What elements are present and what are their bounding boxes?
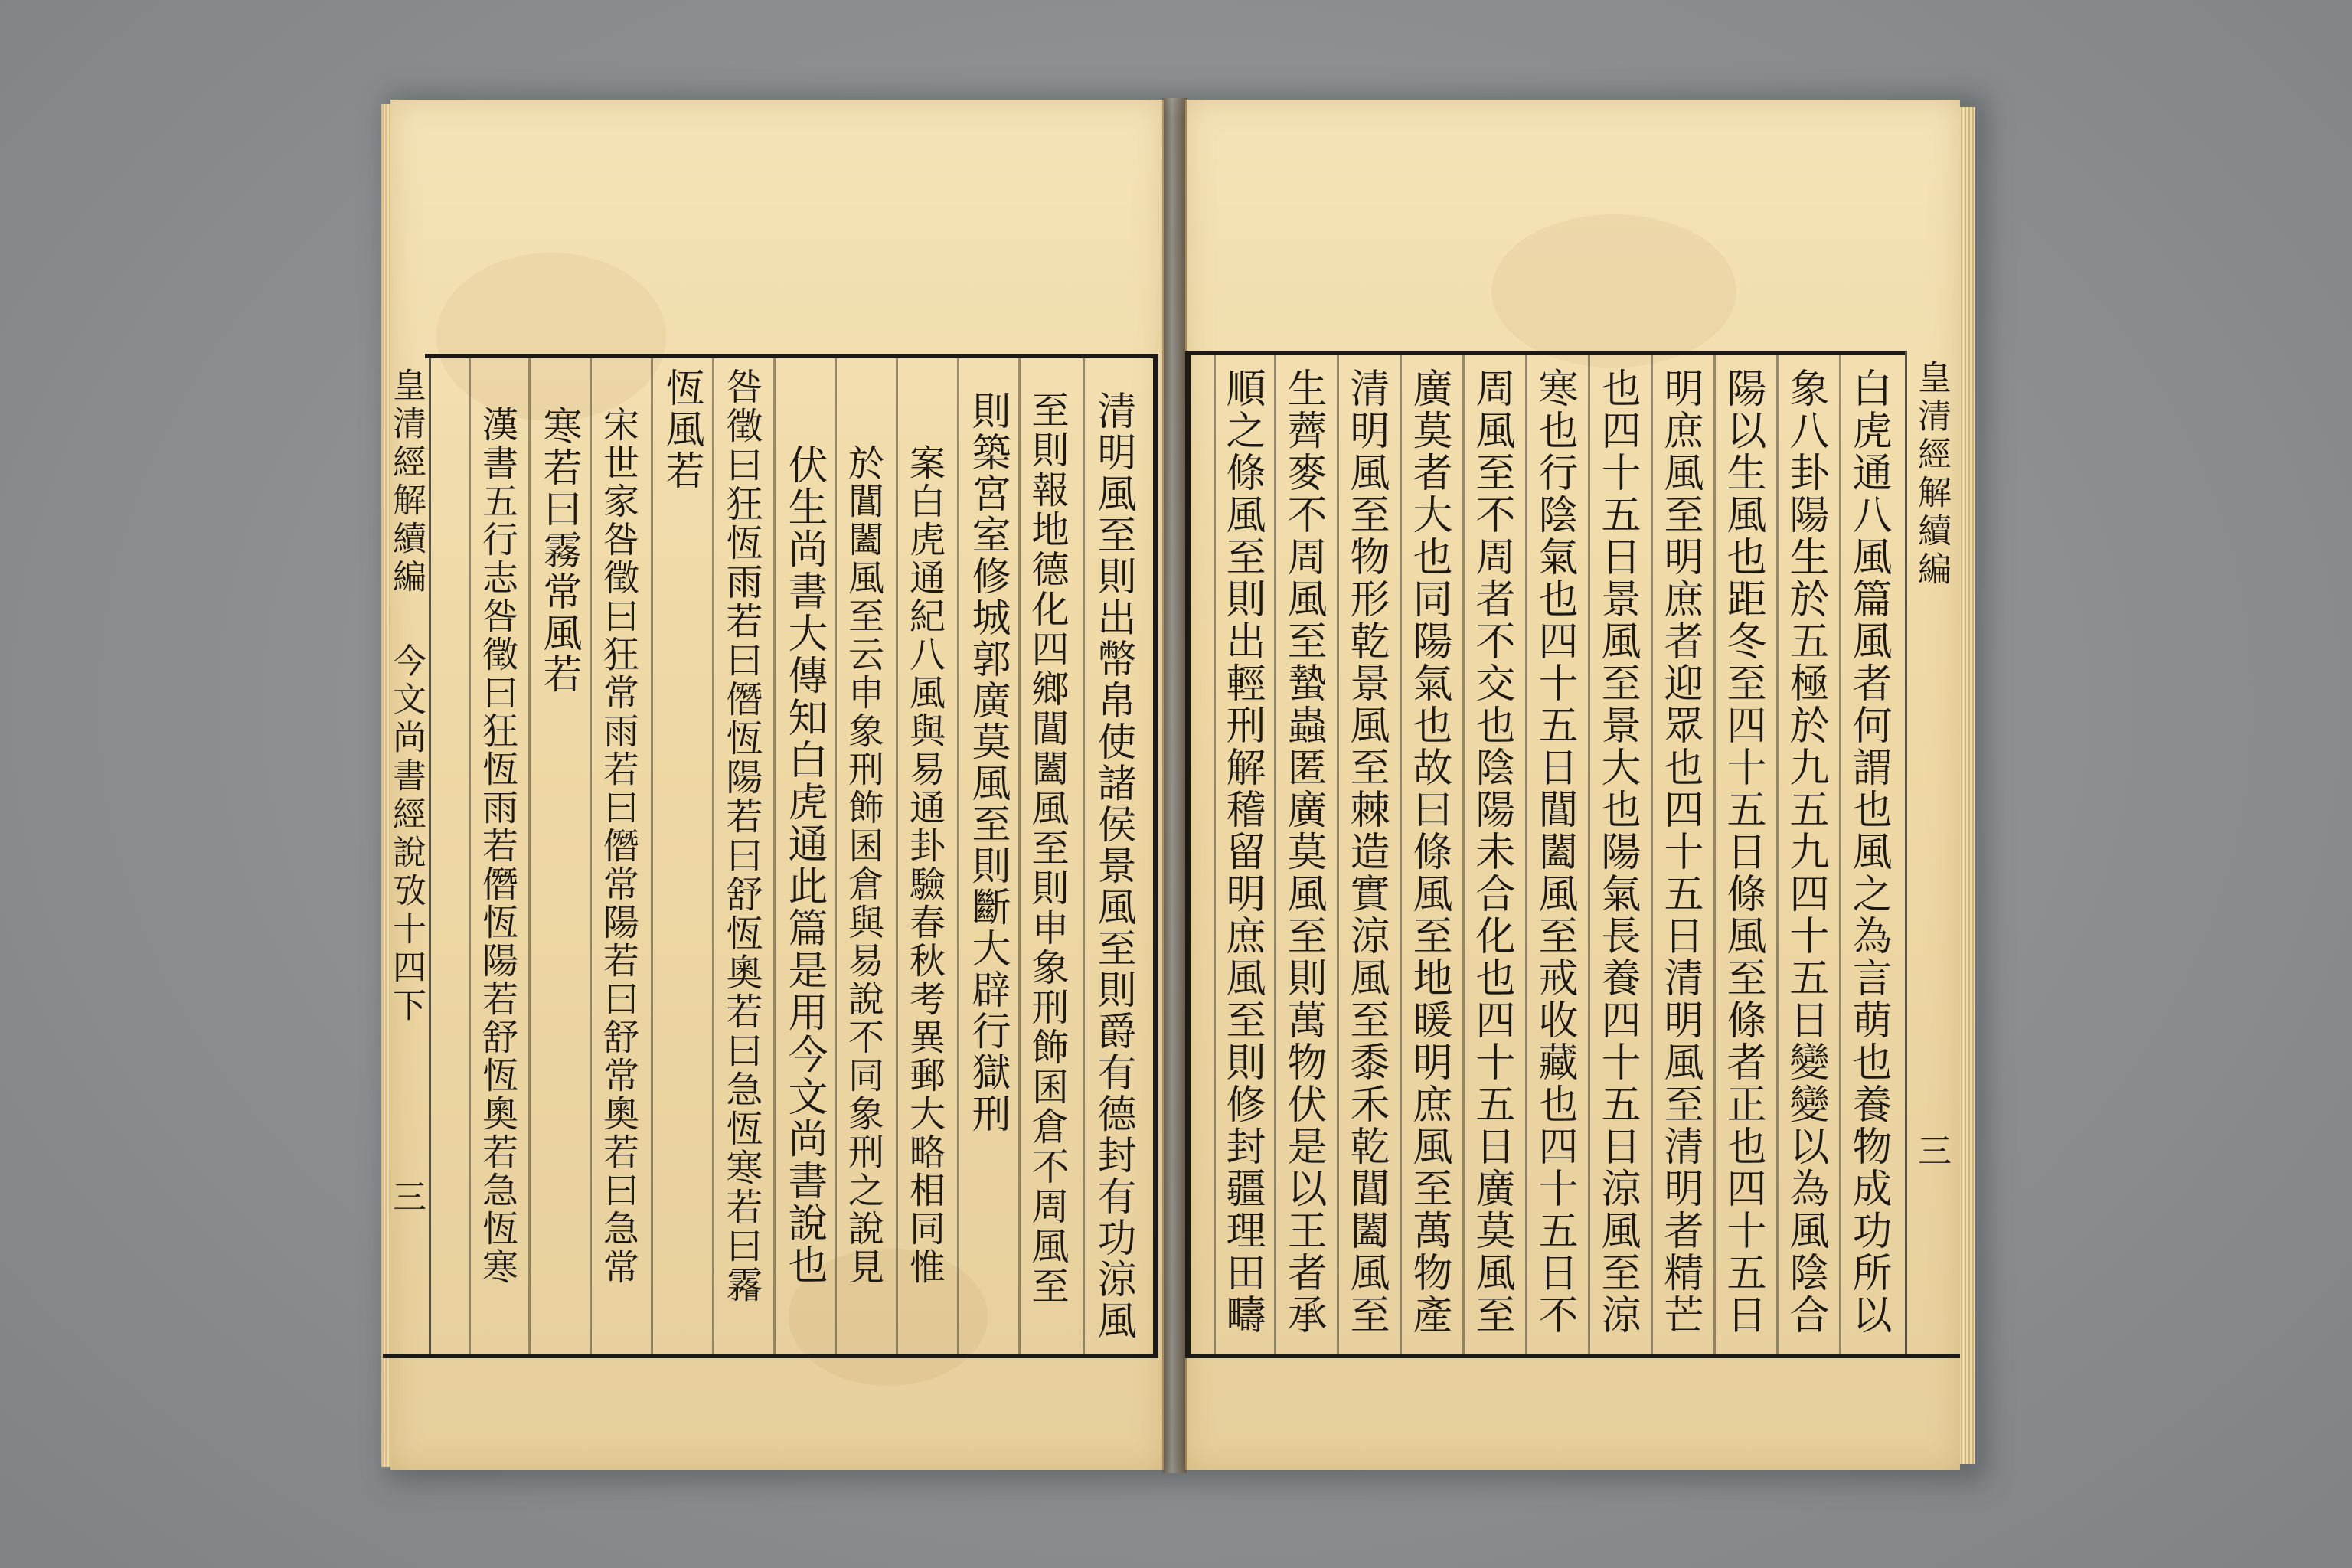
paper-stain (1491, 214, 1736, 368)
column-rule (1462, 355, 1465, 1354)
right-text-column: 清明風至物形乾景風至棘造實涼風至黍禾乾閶闔風至 (1343, 368, 1389, 1336)
left-text-column: 宋世家咎徵曰狂常雨若曰僭常陽若曰舒常奧若曰急常 (597, 406, 639, 1286)
left-text-column: 漢書五行志咎徵曰狂恆雨若僭恆陽若舒恆奧若急恆寒 (476, 406, 518, 1286)
right-text-column: 明庶風至明庶者迎眾也四十五日清明風至清明者精芒 (1657, 368, 1703, 1336)
column-rule (1083, 358, 1085, 1354)
column-rule (1651, 355, 1653, 1354)
right-margin-title: 皇清經解續編 (1912, 360, 1951, 590)
column-rule (712, 358, 714, 1354)
left-frame-margin-line (429, 354, 431, 1358)
right-frame-margin-line (1905, 351, 1907, 1358)
left-frame-right (1153, 354, 1158, 1358)
column-rule (896, 358, 898, 1354)
right-frame-bottom (1185, 1354, 1960, 1358)
column-rule (1018, 358, 1021, 1354)
right-text-column: 順之條風至則出輕刑解稽留明庶風至則修封疆理田疇 (1219, 368, 1265, 1336)
column-rule (773, 358, 776, 1354)
column-rule (1525, 355, 1527, 1354)
column-rule (1839, 355, 1841, 1354)
left-margin-subtitle: 今文尚書經說攷十四下 (387, 643, 426, 1026)
left-text-column: 恆風若 (658, 368, 704, 492)
right-text-column: 周風至不周者不交也陰陽未合化也四十五日廣莫風至 (1468, 368, 1514, 1336)
left-text-column: 咎徵曰狂恆雨若曰僭恆陽若曰舒恆奧若曰急恆寒若曰霿 (720, 368, 763, 1305)
left-text-column: 至則報地德化四鄉閶闔風至則申象刑飾囷倉不周風至 (1026, 390, 1070, 1306)
column-rule (1337, 355, 1339, 1354)
column-rule (1713, 355, 1716, 1354)
right-text-column: 生薺麥不周風至蟄蟲匿廣莫風至則萬物伏是以王者承 (1280, 368, 1326, 1336)
column-rule (835, 358, 837, 1354)
right-frame-top (1185, 351, 1905, 355)
right-frame-left (1185, 351, 1191, 1358)
left-text-column: 伏生尚書大傳知白虎通此篇是用今文尚書說也 (781, 444, 827, 1286)
left-margin-folio: 三 (387, 1179, 426, 1217)
left-text-column: 寒若曰霧常風若 (536, 406, 581, 695)
left-text-column: 清明風至則出幣帛使諸侯景風至則爵有德封有功涼風 (1090, 390, 1135, 1341)
right-text-column: 白虎通八風篇風者何謂也風之為言萌也養物成功所以 (1845, 368, 1891, 1336)
column-rule (1274, 355, 1276, 1354)
right-text-column: 寒也行陰氣也四十五日閶闔風至戒收藏也四十五日不 (1531, 368, 1577, 1336)
right-text-column: 廣莫者大也同陽氣也故曰條風至地暖明庶風至萬物產 (1406, 368, 1452, 1336)
column-rule (1214, 355, 1216, 1354)
column-rule (469, 358, 471, 1354)
column-rule (1588, 355, 1590, 1354)
left-frame-top (425, 354, 1158, 358)
column-rule (1400, 355, 1402, 1354)
left-text-column: 案白虎通紀八風與易通卦驗春秋考異郵大略相同惟 (903, 444, 946, 1286)
column-rule (957, 358, 959, 1354)
column-rule (528, 358, 531, 1354)
column-rule (651, 358, 653, 1354)
left-frame-bottom (383, 1354, 1158, 1358)
column-rule (590, 358, 592, 1354)
right-text-column: 象八卦陽生於五極於九五九四十五日變變以為風陰合 (1782, 368, 1828, 1336)
book-gutter (1162, 98, 1187, 1473)
right-text-column: 陽以生風也距冬至四十五日條風至條者正也四十五日 (1720, 368, 1766, 1336)
right-margin-folio: 三 (1912, 1133, 1951, 1171)
left-text-column: 則築宮室修城郭廣莫風至則斷大辟行獄刑 (965, 390, 1010, 1135)
right-text-column: 也四十五日景風至景大也陽氣長養四十五日涼風至涼 (1594, 368, 1640, 1336)
column-rule (1776, 355, 1779, 1354)
right-page-edges (1958, 107, 1975, 1464)
paper-stain (436, 253, 666, 421)
left-text-column: 於閶闔風至云申象刑飾囷倉與易說不同象刑之說見 (842, 444, 884, 1286)
left-margin-title: 皇清經解續編 (387, 368, 426, 597)
